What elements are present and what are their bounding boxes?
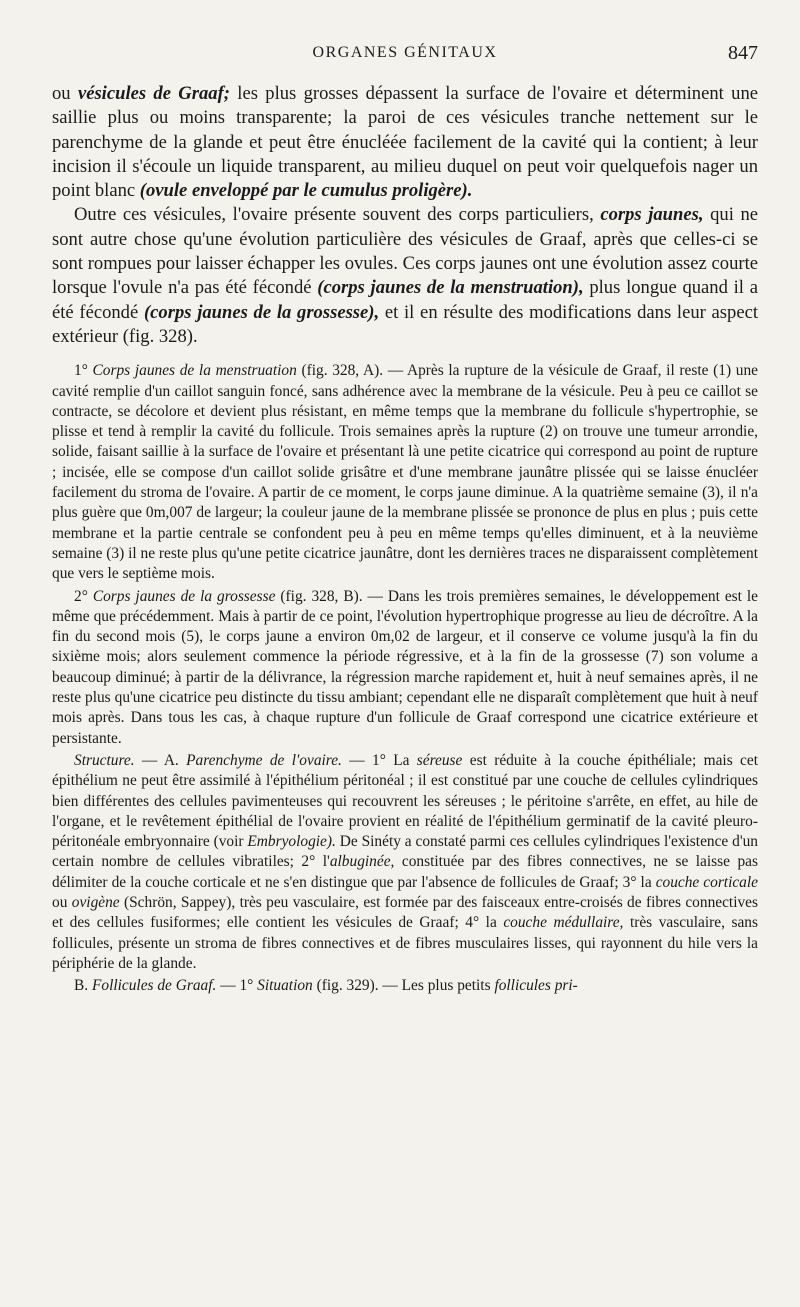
paragraph-grossesse: 2° Corps jaunes de la grossesse (fig. 328, B). — Dans les trois premières semaines, le développement est le même que précédemment. Mais à partir de ce point, l'évolution hypertrophique progresse au lieu de décroître. A la fin du second mois (5), le corps jaune a environ 0m,02 de largeur, et il conserve ce volume jusqu'à la fin du sixième mois; alors seulement commence la période régressive, et à la fin de la grossesse (7) son volume a beaucoup diminué; à partir de la délivrance, la régression marche rapidement et, huit à neuf semaines après, il ne reste plus qu'une cicatrice peu distincte du tissu ambiant; cependant elle ne disparaît complètement que huit à neuf mois après. Dans tous les cas, à chaque rupture d'un follicule de Graaf correspond une cicatrice extérieure et persistante. [52, 587, 759, 747]
paragraph-structure: Structure. — A. Parenchyme de l'ovaire. — 1° La séreuse est réduite à la couche épithéliale; mais cet épithélium ne peut être assimilé à l'épithélium péritonéal ; il est constitué par une couche de cellules cylindriques bien différentes des cellules pavimenteuses qui recouvrent les séreuses ; le péritoine s'arrête, en effet, au hile de l'organe, et le revêtement épithélial de l'ovaire provient en réalité de l'épithélium germinatif de la cavité pleuro-péritonéale embryonnaire (voir Embryologie). De Sinéty a constaté parmi ces cellules cylindriques l'existence d'un certain nombre de cellules vibratiles; 2° l'albuginée, constituée par des fibres connectives, ne se laisse pas délimiter de la couche corticale et ne s'en distingue que par l'absence de follicules de Graaf; 3° la couche corticale ou ovigène (Schrön, Sappey), très peu vasculaire, est formée par des faisceaux entre-croisés de fibres connectives et des cellules fusiformes; elle contient les vésicules de Graaf; 4° la couche médullaire, très vasculaire, sans follicules, présente un stroma de fibres connectives et de fibres musculaires lisses, qui rayonnent du hile vers la périphérie de la glande. [52, 751, 758, 972]
paragraph-follicules: B. Follicules de Graaf. — 1° Situation (fig. 329). — Les plus petits follicules pri- [74, 977, 578, 995]
running-head [52, 44, 758, 74]
running-title: ORGANES GÉNITAUX [312, 44, 498, 61]
main-text [52, 82, 758, 349]
page-number: 847 [728, 42, 758, 64]
detail-text [52, 361, 758, 996]
book-page [52, 44, 758, 996]
paragraph-corps-jaunes: Outre ces vésicules, l'ovaire présente souvent des corps particuliers, corps jaunes, qui ne sont autre chose qu'une évolution particulière des vésicules de Graaf, après que celles-ci se sont rompues pour laisser échapper les ovules. Ces corps jaunes ont une évolution assez courte lorsque l'ovule n'a pas été fécondé (corps jaunes de la menstruation), plus longue quand il a été fécondé (corps jaunes de la grossesse), et il en résulte des modifications dans leur aspect extérieur (fig. 328). [52, 204, 759, 347]
paragraph-menstruation: 1° Corps jaunes de la menstruation (fig. 328, A). — Après la rupture de la vésicule de Graaf, il reste (1) une cavité remplie d'un caillot sanguin foncé, sans adhérence avec la membrane de la vésicule. Peu à peu ce caillot se contracte, se décolore et devient plus résistant, en même temps que la membrane du follicule s'hypertrophie, se plisse et tend à remplir la cavité du follicule. Trois semaines après la rupture (2) on trouve une tumeur arrondie, solide, faisant saillie à la surface de l'ovaire et présentant là une petite cicatrice qui correspond au point de rupture ; incisée, elle se compose d'un caillot solide grisâtre et d'une membrane jaunâtre plissée qui se laisse énucléer facilement du stroma de l'ovaire. A partir de ce moment, le corps jaune diminue. A la quatrième semaine (3), il n'a plus guère que 0m,007 de largeur; la couleur jaune de la membrane plissée se prononce de plus en plus ; puis cette membrane et la partie centrale se confondent peu à peu en même temps qu'elles diminuent, et à la neuvième semaine (3) il ne reste plus qu'une petite cicatrice jaunâtre, dont les dernières traces ne disparaissent complètement que vers le septième mois. [52, 362, 758, 583]
paragraph-vesicules: ou vésicules de Graaf; les plus grosses dépassent la surface de l'ovaire et déterminent une saillie plus ou moins transparente; la paroi de ces vésicules tranche nettement sur le parenchyme de la glande et peut être énucléée facilement de la cavité qui la contient; à leur incision il s'écoule un liquide transparent, au milieu duquel on peut voir quelquefois nager un point blanc (ovule enveloppé par le cumulus proligère). [52, 83, 758, 202]
